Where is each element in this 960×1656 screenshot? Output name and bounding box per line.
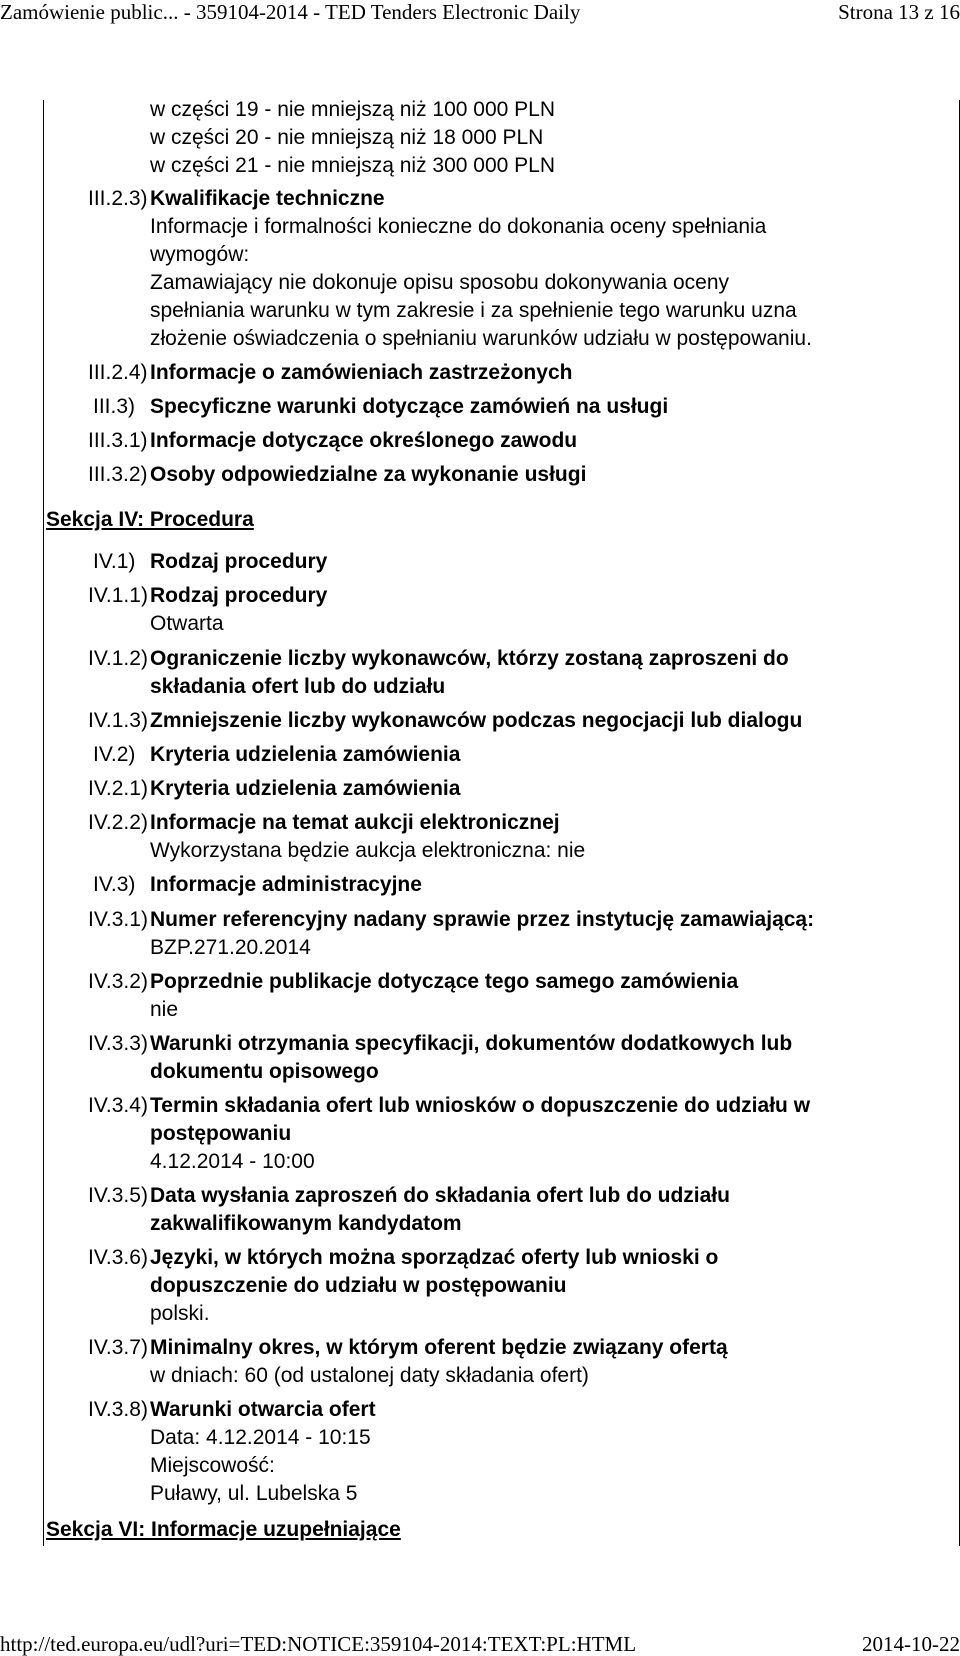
section-value: Data: 4.12.2014 - 10:15	[150, 1426, 371, 1449]
section-value: nie	[150, 998, 179, 1021]
section-number: III.3.1)	[88, 429, 148, 452]
section-heading-vi: Sekcja VI: Informacje uzupełniające	[46, 1518, 401, 1541]
intro-line-2: w części 20 - nie mniejszą niż 18 000 PLN	[150, 126, 544, 149]
section-title: Informacje o zamówieniach zastrzeżonych	[150, 361, 573, 384]
section-title: Numer referencyjny nadany sprawie przez instytucję zamawiającą:	[150, 908, 815, 931]
section-number: IV.2)	[93, 743, 136, 766]
section-title: Informacje dotyczące określonego zawodu	[150, 429, 578, 452]
section-number: IV.2.2)	[88, 811, 148, 834]
section-title-cont: składania ofert lub do udziału	[150, 675, 446, 698]
section-number: III.2.3)	[88, 187, 148, 210]
paragraph-line: wymogów:	[150, 243, 250, 266]
section-number: IV.1.3)	[88, 709, 148, 732]
section-value: Miejscowość:	[150, 1454, 275, 1477]
section-title: Specyficzne warunki dotyczące zamówień na usługi	[150, 395, 669, 418]
section-title: Warunki otrzymania specyfikacji, dokumentów dodatkowych lub	[150, 1032, 793, 1055]
section-title: Informacje na temat aukcji elektronicznej	[150, 811, 560, 834]
section-title: Ograniczenie liczby wykonawców, którzy zostaną zaproszeni do	[150, 647, 789, 670]
footer-url: http://ted.europa.eu/udl?uri=TED:NOTICE:359104-2014:TEXT:PL:HTML	[0, 1632, 637, 1656]
section-title-cont: zakwalifikowanym kandydatom	[150, 1212, 462, 1235]
section-title: Rodzaj procedury	[150, 584, 328, 607]
section-value: w dniach: 60 (od ustalonej daty składania ofert)	[150, 1364, 589, 1387]
section-number: IV.3.7)	[88, 1336, 148, 1359]
paragraph-line: Informacje i formalności konieczne do dokonania oceny spełniania	[150, 215, 767, 238]
section-number: IV.3.2)	[88, 970, 148, 993]
paragraph-line: złożenie oświadczenia o spełnianiu warunków udziału w postępowaniu.	[150, 327, 812, 350]
section-title: Minimalny okres, w którym oferent będzie związany ofertą	[150, 1336, 728, 1359]
section-title: Rodzaj procedury	[150, 550, 328, 573]
section-title: Kryteria udzielenia zamówienia	[150, 743, 461, 766]
section-value: BZP.271.20.2014	[150, 936, 311, 959]
section-heading-iv: Sekcja IV: Procedura	[46, 508, 254, 531]
paragraph-line: Zamawiający nie dokonuje opisu sposobu dokonywania oceny	[150, 271, 730, 294]
section-title-cont: postępowaniu	[150, 1122, 292, 1145]
section-title-cont: dokumentu opisowego	[150, 1060, 379, 1083]
section-number: IV.3.3)	[88, 1032, 148, 1055]
section-number: III.3.2)	[88, 463, 148, 486]
section-title: Osoby odpowiedzialne za wykonanie usługi	[150, 463, 587, 486]
section-number: IV.3.5)	[88, 1184, 148, 1207]
section-value: Otwarta	[150, 612, 224, 635]
section-number: IV.3.6)	[88, 1246, 148, 1269]
section-title: Poprzednie publikacje dotyczące tego samego zamówienia	[150, 970, 739, 993]
section-number: IV.3.8)	[88, 1398, 148, 1421]
section-number: IV.3.4)	[88, 1094, 148, 1117]
section-value: 4.12.2014 - 10:00	[150, 1150, 315, 1173]
section-value: Puławy, ul. Lubelska 5	[150, 1482, 358, 1505]
section-title: Kwalifikacje techniczne	[150, 187, 385, 210]
section-number: IV.1.1)	[88, 584, 148, 607]
section-title: Warunki otwarcia ofert	[150, 1398, 376, 1421]
section-number: IV.2.1)	[88, 777, 148, 800]
section-title: Data wysłania zaproszeń do składania ofert lub do udziału	[150, 1184, 730, 1207]
section-title: Zmniejszenie liczby wykonawców podczas negocjacji lub dialogu	[150, 709, 803, 732]
footer-date: 2014-10-22	[862, 1632, 960, 1656]
section-number: IV.1)	[93, 550, 136, 573]
header-page-number: Strona 13 z 16	[838, 0, 960, 24]
section-value: Wykorzystana będzie aukcja elektroniczna: nie	[150, 839, 586, 862]
section-title: Termin składania ofert lub wniosków o dopuszczenie do udziału w	[150, 1094, 811, 1117]
section-number: III.2.4)	[88, 361, 148, 384]
section-title: Języki, w których można sporządzać oferty lub wnioski o	[150, 1246, 719, 1269]
section-number: IV.1.2)	[88, 647, 148, 670]
header-title: Zamówienie public... - 359104-2014 - TED Tenders Electronic Daily	[0, 0, 581, 24]
intro-line-3: w części 21 - nie mniejszą niż 300 000 PLN	[150, 154, 556, 177]
section-title: Informacje administracyjne	[150, 873, 422, 896]
section-title-cont: dopuszczenie do udziału w postępowaniu	[150, 1274, 567, 1297]
section-number: III.3)	[93, 395, 136, 418]
section-value: polski.	[150, 1302, 210, 1325]
section-number: IV.3)	[93, 873, 136, 896]
section-title: Kryteria udzielenia zamówienia	[150, 777, 461, 800]
paragraph-line: spełniania warunku w tym zakresie i za spełnienie tego warunku uzna	[150, 299, 797, 322]
intro-line-1: w części 19 - nie mniejszą niż 100 000 PLN	[150, 98, 556, 121]
section-number: IV.3.1)	[88, 908, 148, 931]
